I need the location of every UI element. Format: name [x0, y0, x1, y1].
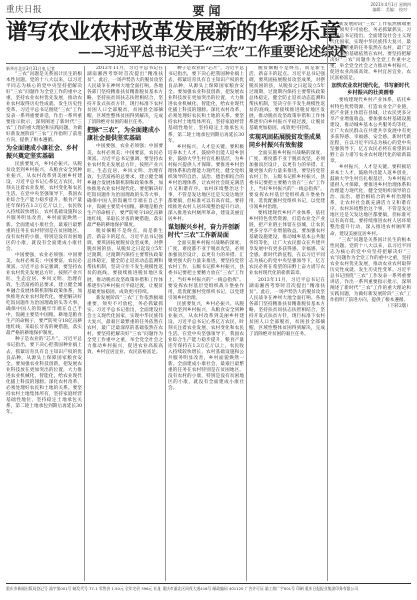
section-title: 要闻	[192, 4, 225, 18]
byline: 新华社北京3月31日电 记者	[6, 66, 55, 71]
paragraph: 种子是农业的“芯片”。习近平总书记指出，要下决心把我国种业搞上去，抓紧培育具有自主知识产权的优良品种，从源头上保障国家粮食安全。要加强农业科技创新，把发展农业科技放在更加突出的位置，大力推进农业机械化、智能化，给农业现代化插上科技的翅膀。深化农村改革，必须处理好农民和土地的关系。要坚持农村土地集体所有，坚持家庭经营基础性地位，坚持稳定土地承包关系，第二轮土地承包到期后再延长30年。	[168, 66, 244, 144]
edition-date: 2021年4月1日 星期四	[370, 2, 411, 7]
paragraph: 脱贫摘帽不是终点，而是新生活、新奋斗的起点。习近平总书记强调，要巩固拓展脱贫攻坚成果，对摆脱贫困的县，从脱贫之日起设立5年过渡期，过渡期内保持主要帮扶政策总体稳定，健全防止返贫动态监测和帮扶机制，坚决守住不发生规模性返贫的底线。要接续推进脱贫地区发展，推动脱贫攻坚政策举措和工作体系逐步向乡村振兴平稳过渡，让脱贫基础更加稳固、成效更可持续。	[87, 229, 163, 295]
footer-rule	[6, 583, 411, 584]
headline-rule	[6, 63, 336, 64]
column-divider	[246, 66, 247, 581]
column-divider	[327, 23, 328, 581]
masthead-rule	[6, 18, 411, 19]
article-column-5	[330, 22, 411, 581]
column-4-body	[249, 66, 325, 338]
paragraph: “三农”问题是关系国计民生的根本性问题。党的十八大以来，以习近平同志为核心的党中央坚持把解决好“三农”问题作为全党工作的重中之重，坚持农业农村优先发展，推动农业农村取得历史性成就、发生历史性变革。习近平总书记围绕“三农”工作发表一系列重要讲话，作出一系列重要指示批示，深刻阐述了新时代“三农”工作的重大理论和实践问题，为做好新发展阶段“三农”工作指明了前进方向，提供了根本遵循。	[330, 237, 411, 304]
paragraph: 中国要强，农业必须强；中国要美，农村必须美；中国要富，农民必须富。习近平总书记强调，要坚持农业农村优先发展总方针，按照产业兴旺、生态宜居、乡风文明、治理有效、生活富裕的总要求，建立健全城乡融合发展体制机制和政策体系，加快推进农业农村现代化。要把解决好吃饭问题作为治国理政的头等大事，确保中国人的饭碗牢牢端在自己手中，饭碗主要装中国粮。耕地是粮食生产的命根子，要严防死守18亿亩耕地红线，采取长牙齿的硬措施，落实最严格的耕地保护制度。	[87, 144, 163, 229]
column-3-body	[168, 66, 244, 392]
subsection-title: 为全面建成小康社会、乡村振兴奠定坚实基础	[6, 145, 79, 161]
continued-note: （下转2版）	[385, 304, 411, 310]
column-1-body	[6, 72, 82, 417]
column-divider	[84, 66, 85, 581]
paragraph: 新发展阶段“三农”工作依然极端重要，须臾不可放松，务必抓紧抓实。习近平总书记指出，全面建设社会主义现代化国家，实现中华民族伟大复兴，最艰巨最繁重的任务依然在农村，最广泛最深厚的基础依然在农村。要坚持把解决好“三农”问题作为全党工作重中之重，举全党全社会之力推动乡村振兴，促进农业高质高效、乡村宜居宜业、农民富裕富足。	[330, 22, 411, 82]
column-2-body	[87, 66, 163, 356]
paragraph: “三农”问题是关系国计民生的根本性问题。党的十八大以来，以习近平同志为核心的党中央坚持把解决好“三农”问题作为全党工作的重中之重，坚持农业农村优先发展，推动农业农村取得历史性成就、发生历史性变革。习近平总书记围绕“三农”工作发表一系列重要讲话，作出一系列重要指示批示，深刻阐述了新时代“三农”工作的重大理论和实践问题，为做好新发展阶段“三农”工作指明了前进方向，提供了根本遵循。	[6, 71, 82, 144]
article-column-2	[87, 66, 163, 581]
subsection-title: 谋划振兴乡村，奋力开创新时代“三农”工作新局面	[168, 224, 241, 240]
paragraph: 要构建现代乡村产业体系，依托乡村特色优势资源，打造农业全产业链，把产业链主体留在县城，让农民更多分享产业增值收益。要加强农村基础设施建设，推动城乡基本公共服务均等化，让广大农民群众在共建共享发展中有更多获得感、幸福感、安全感。新时代新征程，在以习近平同志为核心的党中央坚强领导下，亿万农民必将在希望的田野上奋力谱写农业农村现代化的崭新篇章。	[330, 98, 411, 164]
masthead	[6, 2, 411, 18]
paragraph: 全面实施乡村振兴战略的深度、广度、难度都不亚于脱贫攻坚，必须加强顶层设计，以更有力的举措、汇聚更强大的力量来推进。要坚持党管农村工作，五级书记抓乡村振兴，县委书记要把主要精力放在“三农”工作上，当好乡村振兴的“一线总指挥”。要发挥农村基层党组织战斗堡垒作用，选优配强村党组织书记，以党建引领乡村治理。	[168, 241, 244, 301]
headline: 谱写农业农村改革发展新的华彩乐章	[6, 20, 341, 45]
newspaper-logo: 重庆日报	[6, 5, 43, 15]
paragraph: 种子是农业的“芯片”。习近平总书记指出，要下决心把我国种业搞上去，抓紧培育具有自主知识产权的优良品种，从源头上保障国家粮食安全。要加强农业科技创新，把发展农业科技放在更加突出的位置，大力推进农业机械化、智能化，给农业现代化插上科技的翅膀。深化农村改革，必须处理好农民和土地的关系。要坚持农村土地集体所有，坚持家庭经营基础性地位，坚持稳定土地承包关系，第二轮土地承包到期后再延长30年。	[6, 337, 82, 415]
article-column-1	[6, 66, 82, 581]
subsection-title: 加快农业农村现代化，书写新时代乡村振兴的壮美画卷	[331, 83, 410, 97]
paragraph: 要构建现代乡村产业体系，依托乡村特色优势资源，打造农业全产业链，把产业链主体留在县城，让农民更多分享产业增值收益。要加强农村基础设施建设，推动城乡基本公共服务均等化，让广大农民群众在共建共享发展中有更多获得感、幸福感、安全感。新时代新征程，在以习近平同志为核心的党中央坚强领导下，亿万农民必将在希望的田野上奋力谱写农业农村现代化的崭新篇章。	[249, 210, 325, 277]
paragraph: 民族要复兴，乡村必振兴。从脱贫攻坚到乡村振兴，从粮食安全到种业振兴，从农村改革到美丽乡村建设，习近平总书记心系亿万农民，时刻关注着农业发展、农村变化和农民生活。在党中央坚强领导下，我国农业综合生产能力稳步提升，粮食产量连年保持在1.3万亿斤以上，农民收入持续较快增长，农村基础设施和公共服务明显改善，乡村面貌焕然一新。全面建成小康社会，最艰巨最繁重的任务在农村特别是在贫困地区。没有农村的小康，特别是没有贫困地区的小康，就没有全面建成小康社会。	[6, 162, 82, 252]
article-column-4	[249, 66, 325, 581]
paragraph: 2013年11月，习近平总书记在湖南湘西考察时首次提出“精准扶贫”。此后，一场声势浩大的脱贫攻坚人民战争在神州大地全面打响。各地各部门坚持精准扶贫精准脱贫基本方略，坚持扶贫同扶志扶智相结合，坚持开发式扶贫方针，现行标准下农村贫困人口全部脱贫，贫困县全部摘帽，区域性整体贫困得到解决，完成了消除绝对贫困的艰巨任务。	[87, 66, 163, 126]
paragraph: 乡村振兴，人才是关键。要积极培养本土人才，鼓励外出能人返乡创业，鼓励大学生村官扎根基层，为乡村振兴提供人才保障。要推进乡村治理体系和治理能力现代化，健全党组织领导的自治、法治、德治相结合的乡村治理体系，让农村社会既充满活力又和谐有序。农村环境整治这个事，不管是发达地区还是欠发达地区都要搞，但标准可以有高有低。要持续推进农村人居环境整治提升行动，深入推进农村厕所革命，建设美丽宜居乡村。	[330, 164, 411, 237]
column-5-body	[330, 22, 411, 310]
paragraph: 乡村振兴，人才是关键。要积极培养本土人才，鼓励外出能人返乡创业，鼓励大学生村官扎根基层，为乡村振兴提供人才保障。要推进乡村治理体系和治理能力现代化，健全党组织领导的自治、法治、德治相结合的乡村治理体系，让农村社会既充满活力又和谐有序。农村环境整治这个事，不管是发达地区还是欠发达地区都要搞，但标准可以有高有低。要持续推进农村人居环境整治提升行动，深入推进农村厕所革命，建设美丽宜居乡村。	[168, 144, 244, 223]
paragraph: 2013年11月，习近平总书记在湖南湘西考察时首次提出“精准扶贫”。此后，一场声势浩大的脱贫攻坚人民战争在神州大地全面打响。各地各部门坚持精准扶贫精准脱贫基本方略，坚持扶贫同扶志扶智相结合，坚持开发式扶贫方针，现行标准下农村贫困人口全部脱贫，贫困县全部摘帽，区域性整体贫困得到解决，完成了消除绝对贫困的艰巨任务。	[249, 277, 325, 337]
edition-staff: 编辑： 美编： 校对：	[372, 7, 411, 12]
paragraph: 新发展阶段“三农”工作依然极端重要，须臾不可放松，务必抓紧抓实。习近平总书记指出，全面建设社会主义现代化国家，实现中华民族伟大复兴，最艰巨最繁重的任务依然在农村，最广泛最深厚的基础依然在农村。要坚持把解决好“三农”问题作为全党工作重中之重，举全党全社会之力推动乡村振兴，促进农业高质高效、乡村宜居宜业、农民富裕富足。	[87, 295, 163, 356]
paragraph: 全面实施乡村振兴战略的深度、广度、难度都不亚于脱贫攻坚，必须加强顶层设计，以更有力的举措、汇聚更强大的力量来推进。要坚持党管农村工作，五级书记抓乡村振兴，县委书记要把主要精力放在“三农”工作上，当好乡村振兴的“一线总指挥”。要发挥农村基层党组织战斗堡垒作用，选优配强村党组织书记，以党建引领乡村治理。	[249, 150, 325, 210]
edition-meta	[370, 2, 411, 12]
subheadline: ——习近平总书记关于“三农”工作重要论述综述	[78, 45, 347, 60]
subsection-title: 实现巩固拓展脱贫攻坚成果同乡村振兴有效衔接	[249, 133, 322, 149]
article-column-3	[168, 66, 244, 581]
paragraph: 中国要强，农业必须强；中国要美，农村必须美；中国要富，农民必须富。习近平总书记强调，要坚持农业农村优先发展总方针，按照产业兴旺、生态宜居、乡风文明、治理有效、生活富裕的总要求，建立健全城乡融合发展体制机制和政策体系，加快推进农业农村现代化。要把解决好吃饭问题作为治国理政的头等大事，确保中国人的饭碗牢牢端在自己手中，饭碗主要装中国粮。耕地是粮食生产的命根子，要严防死守18亿亩耕地红线，采取长牙齿的硬措施，落实最严格的耕地保护制度。	[6, 252, 82, 337]
paragraph: 民族要复兴，乡村必振兴。从脱贫攻坚到乡村振兴，从粮食安全到种业振兴，从农村改革到美丽乡村建设，习近平总书记心系亿万农民，时刻关注着农业发展、农村变化和农民生活。在党中央坚强领导下，我国农业综合生产能力稳步提升，粮食产量连年保持在1.3万亿斤以上，农民收入持续较快增长，农村基础设施和公共服务明显改善，乡村面貌焕然一新。全面建成小康社会，最艰巨最繁重的任务在农村特别是在贫困地区。没有农村的小康，特别是没有贫困地区的小康，就没有全面建成小康社会。	[168, 301, 244, 392]
paragraph: 脱贫摘帽不是终点，而是新生活、新奋斗的起点。习近平总书记强调，要巩固拓展脱贫攻坚成果，对摆脱贫困的县，从脱贫之日起设立5年过渡期，过渡期内保持主要帮扶政策总体稳定，健全防止返贫动态监测和帮扶机制，坚决守住不发生规模性返贫的底线。要接续推进脱贫地区发展，推动脱贫攻坚政策举措和工作体系逐步向乡村振兴平稳过渡，让脱贫基础更加稳固、成效更可持续。	[249, 66, 325, 132]
column-divider	[165, 66, 166, 581]
subsection-title: 把脉“三农”，为全面建成小康社会提供坚实基础	[87, 127, 160, 143]
footer-imprint: 重庆市新闻出版局登记号 渝字第001号 邮发代号 77-1 零售价 1.50元 全年定价 396元 社址 重庆市渝北区同茂大道416号 邮政编码 401120 广告许可证 渝工商广字001号 印刷 重庆日报报业集团印务有限公司	[6, 586, 359, 591]
